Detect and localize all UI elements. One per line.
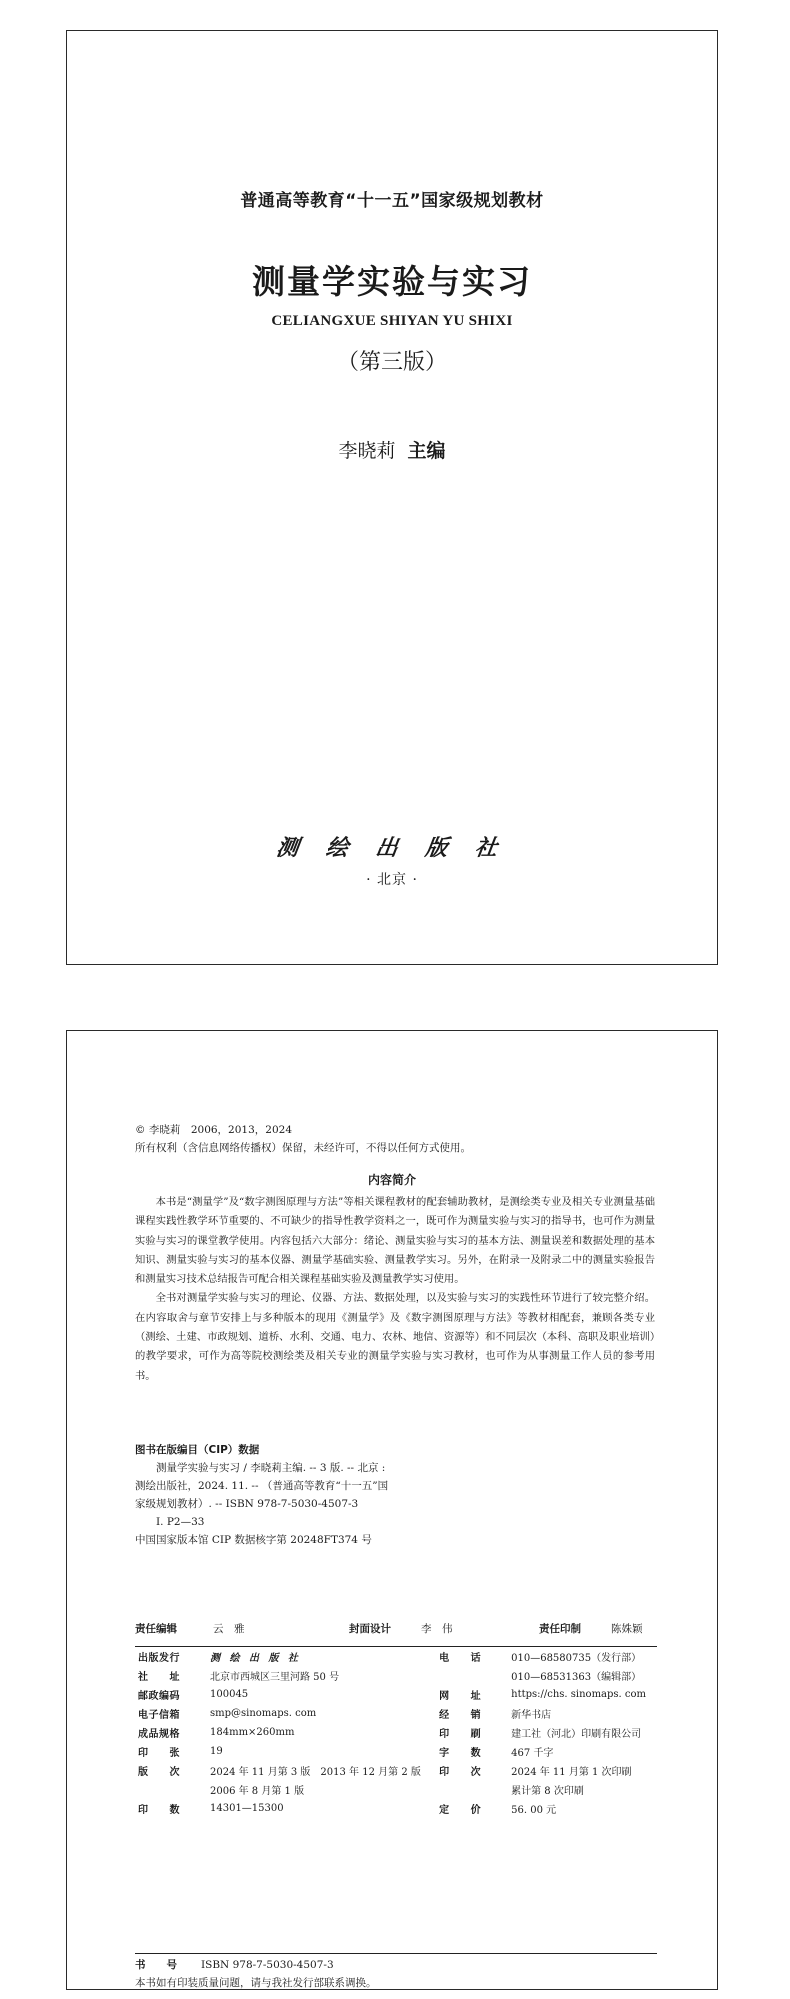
publisher-city: · 北京 · xyxy=(366,872,418,888)
cip-number: 中国国家版本馆 CIP 数据核字第 20248FT374 号 xyxy=(135,1534,372,1546)
info-value: 2024 年 11 月第 3 版 2013 年 12 月第 2 版 xyxy=(210,1767,421,1778)
info-value: 测 绘 出 版 社 xyxy=(207,1647,436,1667)
info-value: https://chs. sinomaps. com xyxy=(511,1689,647,1700)
info-label: 印 刷 xyxy=(439,1729,482,1740)
cip-entry: 测量学实验与实习 / 李晓莉主编. -- 3 版. -- 北京 : xyxy=(156,1462,386,1474)
info-row xyxy=(135,1742,657,1761)
info-label: 印 次 xyxy=(439,1767,482,1778)
info-value: 新华书店 xyxy=(511,1710,552,1721)
publication-info-table xyxy=(135,1646,657,1818)
info-value: 19 xyxy=(210,1746,223,1757)
publisher-logo: 测 绘 出 版 社 xyxy=(274,835,509,861)
book-title-pinyin: CELIANGXUE SHIYAN YU SHIXI xyxy=(271,313,513,329)
quality-notice: 本书如有印装质量问题，请与我社发行部联系调换。 xyxy=(135,1977,377,1989)
author-name: 李晓莉 xyxy=(338,440,396,462)
info-row xyxy=(135,1761,657,1780)
info-value: 建工社（河北）印刷有限公司 xyxy=(511,1729,642,1740)
info-label: 定 价 xyxy=(439,1805,482,1816)
series-name: 普通高等教育“十一五”国家级规划教材 xyxy=(240,191,544,211)
info-row xyxy=(135,1799,657,1818)
copyright-page xyxy=(66,1030,718,1990)
copyright-notice xyxy=(135,1121,655,1157)
info-value: smp@sinomaps. com xyxy=(210,1708,317,1719)
print-label: 责任印制 xyxy=(539,1623,581,1635)
info-value: 北京市西城区三里河路 50 号 xyxy=(210,1672,340,1683)
edition-label: （第三版） xyxy=(336,350,447,375)
info-label: 电子信箱 xyxy=(138,1710,180,1721)
cip-entry: 测绘出版社，2024. 11. -- （普通高等教育“十一五”国 xyxy=(135,1480,389,1492)
cip-data xyxy=(135,1441,655,1549)
info-value: 010—68531363（编辑部） xyxy=(511,1672,642,1683)
summary-heading: 内容简介 xyxy=(367,1173,416,1187)
cip-entry: 家级规划教材）. -- ISBN 978-7-5030-4507-3 xyxy=(135,1498,359,1510)
book-title: 测量学实验与实习 xyxy=(252,262,532,301)
staff-row xyxy=(135,1619,657,1639)
editor-label: 责任编辑 xyxy=(135,1623,177,1635)
info-label: 社 址 xyxy=(138,1672,180,1683)
cip-title: 图书在版编目（CIP）数据 xyxy=(135,1444,260,1456)
info-row xyxy=(135,1666,657,1685)
rights-line: 所有权利（含信息网络传播权）保留，未经许可，不得以任何方式使用。 xyxy=(135,1142,471,1154)
author-role: 主编 xyxy=(407,440,446,462)
isbn-label: 书 号 xyxy=(135,1959,177,1971)
print-name: 陈姝颖 xyxy=(611,1623,643,1635)
info-row xyxy=(135,1780,657,1799)
copyright-line: © 李晓莉 2006，2013，2024 xyxy=(135,1124,293,1136)
info-label: 网 址 xyxy=(439,1691,482,1702)
summary-body xyxy=(135,1193,655,1386)
info-label: 成品规格 xyxy=(138,1729,180,1740)
info-label: 印 数 xyxy=(138,1805,180,1816)
editor-name: 云 雅 xyxy=(213,1623,245,1635)
info-label: 版 次 xyxy=(138,1767,180,1778)
info-value: 2024 年 11 月第 1 次印刷 xyxy=(511,1767,632,1778)
info-label: 字 数 xyxy=(439,1748,482,1759)
isbn-block xyxy=(135,1953,657,1992)
info-row xyxy=(135,1647,657,1667)
info-value: 010—68580735（发行部） xyxy=(508,1647,657,1667)
info-value: 累计第 8 次印刷 xyxy=(511,1786,584,1797)
cip-class: Ⅰ. P2—33 xyxy=(156,1516,205,1528)
info-label: 邮政编码 xyxy=(138,1691,180,1702)
info-value: 14301—15300 xyxy=(210,1803,284,1814)
cover-name: 李 伟 xyxy=(421,1623,453,1635)
info-row xyxy=(135,1723,657,1742)
info-value: 2006 年 8 月第 1 版 xyxy=(210,1786,305,1797)
info-row xyxy=(135,1685,657,1704)
info-row xyxy=(135,1704,657,1723)
info-value: 100045 xyxy=(210,1689,249,1700)
summary-paragraph: 全书对测量学实验与实习的理论、仪器、方法、数据处理，以及实验与实习的实践性环节进行了较完整介绍。在内容取舍与章节安排上与多种版本的现用《测量学》及《数字测图原理与方法》等教材相配套，兼顾各类专业（测绘、土建、市政规划、道桥、水利、交通、电力、农林、地信、资源等）和不同层次（本科、高职及职业培训）的教学要求，可作为高等院校测绘类及相关专业的测量学实验与实习教材，也可作为从事测量工作人员的参考用书。 xyxy=(135,1292,655,1382)
isbn-row xyxy=(135,1953,657,1974)
info-label: 印 张 xyxy=(138,1748,180,1759)
info-value: 467 千字 xyxy=(511,1748,554,1759)
info-label: 电 话 xyxy=(436,1647,508,1667)
info-label: 经 销 xyxy=(439,1710,482,1721)
isbn-value: ISBN 978-7-5030-4507-3 xyxy=(201,1959,334,1971)
info-label: 出版发行 xyxy=(135,1647,207,1667)
summary-paragraph: 本书是“测量学”及“数字测图原理与方法”等相关课程教材的配套辅助教材，是测绘类专业及相关专业测量基础课程实践性教学环节重要的、不可缺少的指导性教学资料之一，既可作为测量实验与实习的指导书，也可作为测量实验与实习的课堂教学使用。内容包括六大部分：绪论、测量实验与实习的基本方法、测量误差和数据处理的基本知识、测量实验与实习的基本仪器、测量学基础实验、测量教学实习。另外，在附录一及附录二中的测量实验报告和测量实习技术总结报告可配合相关课程基础实验及测量教学实习使用。 xyxy=(135,1196,655,1286)
cover-label: 封面设计 xyxy=(349,1623,391,1635)
title-page xyxy=(66,30,718,965)
info-value: 184mm×260mm xyxy=(210,1727,295,1738)
author-line xyxy=(67,436,717,463)
info-value: 56. 00 元 xyxy=(511,1805,557,1816)
